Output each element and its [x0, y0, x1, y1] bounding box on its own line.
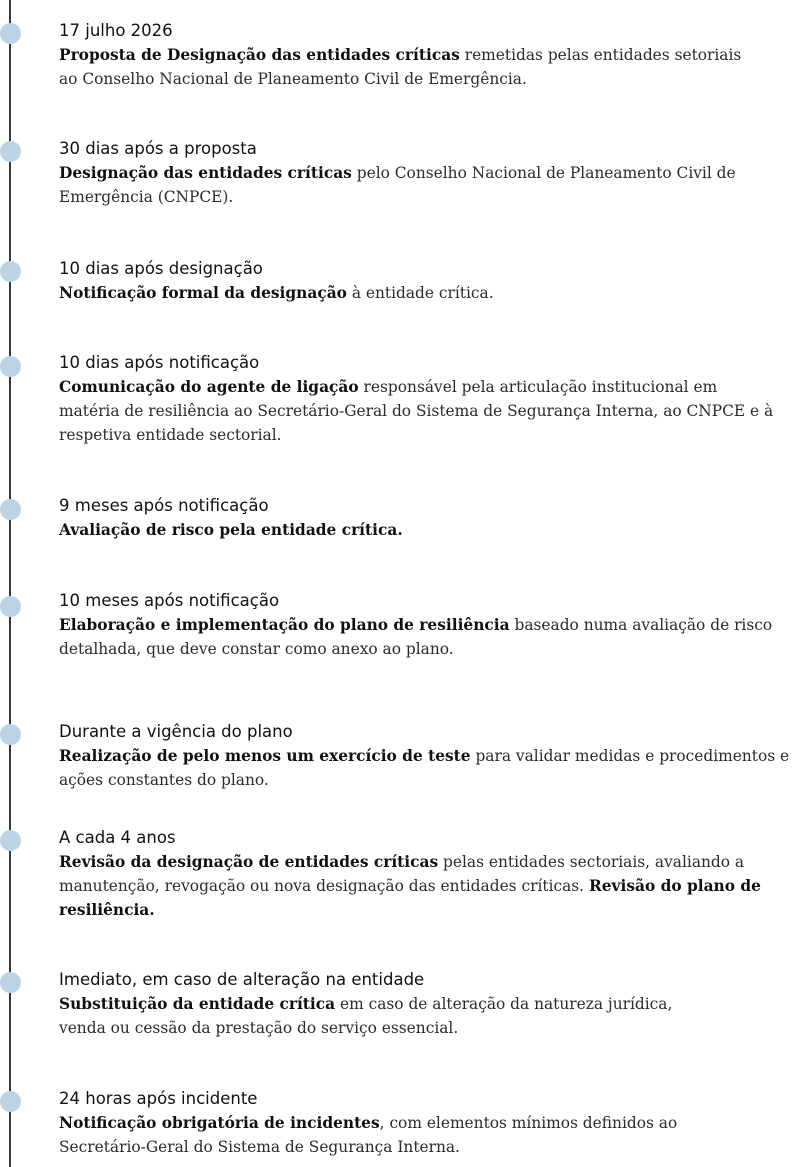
event-heading: 24 horas após incidente — [59, 1089, 258, 1108]
event-heading: 9 meses após notificação — [59, 496, 269, 515]
event-description — [59, 43, 759, 91]
event-heading: 30 dias após a proposta — [59, 139, 257, 158]
timeline-dot — [0, 830, 21, 851]
timeline-dot — [0, 724, 21, 745]
timeline-dot — [0, 141, 21, 162]
event-description-bold: Realização de pelo menos um exercício de teste — [59, 747, 471, 765]
event-description-text: , com elementos mínimos definidos ao Secretário-Geral do Sistema de Segurança Interna. — [59, 1114, 678, 1156]
event-description — [59, 744, 794, 792]
event-heading: Durante a vigência do plano — [59, 722, 293, 741]
event-description — [59, 161, 739, 209]
event-description-bold: Substituição da entidade crítica — [59, 995, 336, 1013]
event-description — [59, 850, 794, 922]
event-heading: 10 meses após notificação — [59, 591, 280, 610]
event-description — [59, 992, 719, 1040]
event-description-text: baseado numa avaliação de risco detalhada, que deve constar como anexo ao plano. — [59, 616, 773, 658]
timeline-dot — [0, 499, 21, 520]
timeline-dot — [0, 1091, 21, 1112]
event-description-text: à entidade crítica. — [346, 284, 494, 302]
event-description-text: para validar medidas e procedimentos e ações constantes do plano. — [59, 747, 790, 789]
timeline-dot — [0, 356, 21, 377]
event-heading: 17 julho 2026 — [59, 21, 173, 40]
event-description-bold: Comunicação do agente de ligação — [59, 378, 359, 396]
event-description-bold: Proposta de Designação das entidades críticas — [59, 46, 460, 64]
event-description-text: pelas entidades sectoriais, avaliando a manutenção, revogação ou nova designação das entidades críticas. — [59, 853, 745, 895]
event-description-bold: Notificação obrigatória de incidentes — [59, 1114, 380, 1132]
event-description-bold: Designação das entidades críticas — [59, 164, 352, 182]
timeline-dot — [0, 23, 21, 44]
event-description — [59, 375, 774, 447]
event-description-bold: Elaboração e implementação do plano de resiliência — [59, 616, 510, 634]
timeline-dot — [0, 596, 21, 617]
event-description — [59, 613, 794, 661]
event-description-text: em caso de alteração da natureza jurídica, venda ou cessão da prestação do serviço essencial. — [59, 995, 673, 1037]
event-description — [59, 518, 794, 542]
event-description-bold: Avaliação de risco pela entidade crítica. — [59, 521, 403, 539]
event-description-bold: Revisão da designação de entidades críticas — [59, 853, 439, 871]
event-heading: A cada 4 anos — [59, 828, 176, 847]
event-description — [59, 1111, 709, 1159]
event-heading: 10 dias após notificação — [59, 353, 260, 372]
event-description-text: remetidas pelas entidades setoriais ao Conselho Nacional de Planeamento Civil de Emergência. — [59, 46, 742, 88]
event-heading: Imediato, em caso de alteração na entidade — [59, 970, 425, 989]
event-description — [59, 281, 794, 305]
timeline-dot — [0, 972, 21, 993]
timeline-dot — [0, 261, 21, 282]
event-description-bold: Notificação formal da designação — [59, 284, 347, 302]
event-heading: 10 dias após designação — [59, 259, 263, 278]
event-description-bold-extra: Revisão do plano de resiliência. — [59, 877, 761, 919]
event-description-text: responsável pela articulação institucional em matéria de resiliência ao Secretário-Geral do Sistema de Segurança Interna, ao CNPCE e à respetiva entidade sectorial. — [59, 378, 774, 444]
event-description-text: pelo Conselho Nacional de Planeamento Civil de Emergência (CNPCE). — [59, 164, 736, 206]
